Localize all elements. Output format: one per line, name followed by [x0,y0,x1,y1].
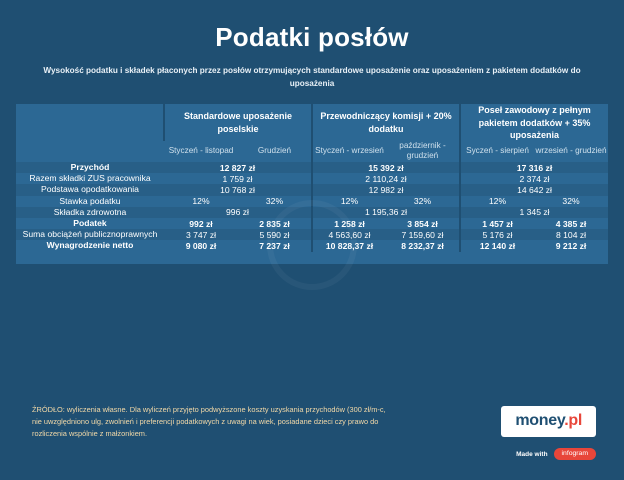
column-header-oct-dec: październik - grudzień [386,141,460,162]
column-header-jan-nov: Styczeń - listopad [164,141,238,162]
cell-suma-chairman-2: 7 159,60 zł [386,229,460,240]
table-header [16,104,608,162]
cell-stawka-full-1: 12% [460,196,534,207]
cell-suma-full-1: 5 176 zł [460,229,534,240]
table-row [16,196,608,207]
cell-podatek-full-1: 1 457 zł [460,218,534,229]
cell-podatek-standard-1: 992 zł [164,218,238,229]
table-spacer-row [16,252,608,264]
group-header-chairman: Przewodniczący komisji + 20% dodatku [312,104,460,140]
group-header-standard: Standardowe uposażenie poselskie [164,104,312,140]
cell-podstawa-full: 14 642 zł [460,184,608,195]
table-row [16,240,608,251]
cell-stawka-standard-2: 32% [238,196,312,207]
cell-zdrowotna-chairman: 1 195,36 zł [312,207,460,218]
table-row [16,207,608,218]
table-row [16,218,608,229]
table-row [16,229,608,240]
column-header-sep-dec: wrzesień - grudzień [534,141,608,162]
cell-przychod-standard: 12 827 zł [164,162,312,173]
cell-podatek-full-2: 4 385 zł [534,218,608,229]
cell-netto-standard-2: 7 237 zł [238,240,312,251]
column-header-jan-aug: Syczeń - sierpień [460,141,534,162]
page-subtitle: Wysokość podatku i składek płaconych przez posłów otrzymujących standardowe uposażenie oraz uposażeniem z pakietem dodatków do uposażenia [43,66,581,88]
logo-suffix: .pl [564,412,582,429]
footer [16,398,608,464]
page-title: Podatki posłów [215,22,409,52]
taxes-table [16,104,608,263]
source-note: ŹRÓDŁO: wyliczenia własne. Dla wyliczeń przyjęto podwyższone koszty uzyskania przychodów (300 zł/m-c, nie uwzględniono ulg, zwolnień i preferencji podatkowych z uwagi na wiek, posiadane dzieci czy prawo do rozliczenia wspólnie z małżonkiem. [32,405,386,438]
group-header-empty [16,104,164,140]
group-header-full-package: Poseł zawodowy z pełnym pakietem dodatków + 35% uposażenia [460,104,608,140]
cell-stawka-standard-1: 12% [164,196,238,207]
cell-netto-full-1: 12 140 zł [460,240,534,251]
table-row [16,184,608,195]
cell-netto-full-2: 9 212 zł [534,240,608,251]
cell-suma-full-2: 8 104 zł [534,229,608,240]
cell-suma-chairman-1: 4 563,60 zł [312,229,386,240]
column-header-dec: Grudzień [238,141,312,162]
group-header-row [16,104,608,140]
made-with [516,448,596,460]
cell-zdrowotna-full: 1 345 zł [460,207,608,218]
row-label-suma-obciazen: Suma obciążeń publicznoprawnych [16,229,164,240]
row-label-podatek: Podatek [16,218,164,229]
cell-zus-chairman: 2 110,24 zł [312,173,460,184]
row-label-skladki-zus: Razem składki ZUS pracownika [16,173,164,184]
cell-podatek-chairman-1: 1 258 zł [312,218,386,229]
cell-podstawa-standard: 10 768 zł [164,184,312,195]
cell-podstawa-chairman: 12 982 zł [312,184,460,195]
money-pl-logo [501,406,596,437]
row-label-przychod: Przychód [16,162,164,173]
cell-suma-standard-1: 3 747 zł [164,229,238,240]
cell-podatek-standard-2: 2 835 zł [238,218,312,229]
infogram-badge[interactable]: infogram [554,448,596,460]
row-label-stawka: Stawka podatku [16,196,164,207]
table-row [16,173,608,184]
row-label-netto: Wynagrodzenie netto [16,240,164,251]
cell-zdrowotna-standard: 996 zł [164,207,312,218]
column-header-row [16,141,608,162]
cell-stawka-chairman-1: 12% [312,196,386,207]
column-header-jan-sep: Styczeń - wrzesień [312,141,386,162]
cell-zus-standard: 1 759 zł [164,173,312,184]
row-label-podstawa: Podstawa opodatkowania [16,184,164,195]
cell-netto-chairman-2: 8 232,37 zł [386,240,460,251]
table-body [16,162,608,263]
cell-stawka-chairman-2: 32% [386,196,460,207]
table-row [16,162,608,173]
cell-stawka-full-2: 32% [534,196,608,207]
logo-text: money [515,412,565,429]
cell-netto-standard-1: 9 080 zł [164,240,238,251]
made-with-label: Made with [516,450,548,458]
cell-suma-standard-2: 5 590 zł [238,229,312,240]
cell-przychod-chairman: 15 392 zł [312,162,460,173]
row-label-zdrowotna: Składka zdrowotna [16,207,164,218]
cell-netto-chairman-1: 10 828,37 zł [312,240,386,251]
cell-zus-full: 2 374 zł [460,173,608,184]
cell-przychod-full: 17 316 zł [460,162,608,173]
column-header-empty [16,141,164,162]
cell-podatek-chairman-2: 3 854 zł [386,218,460,229]
